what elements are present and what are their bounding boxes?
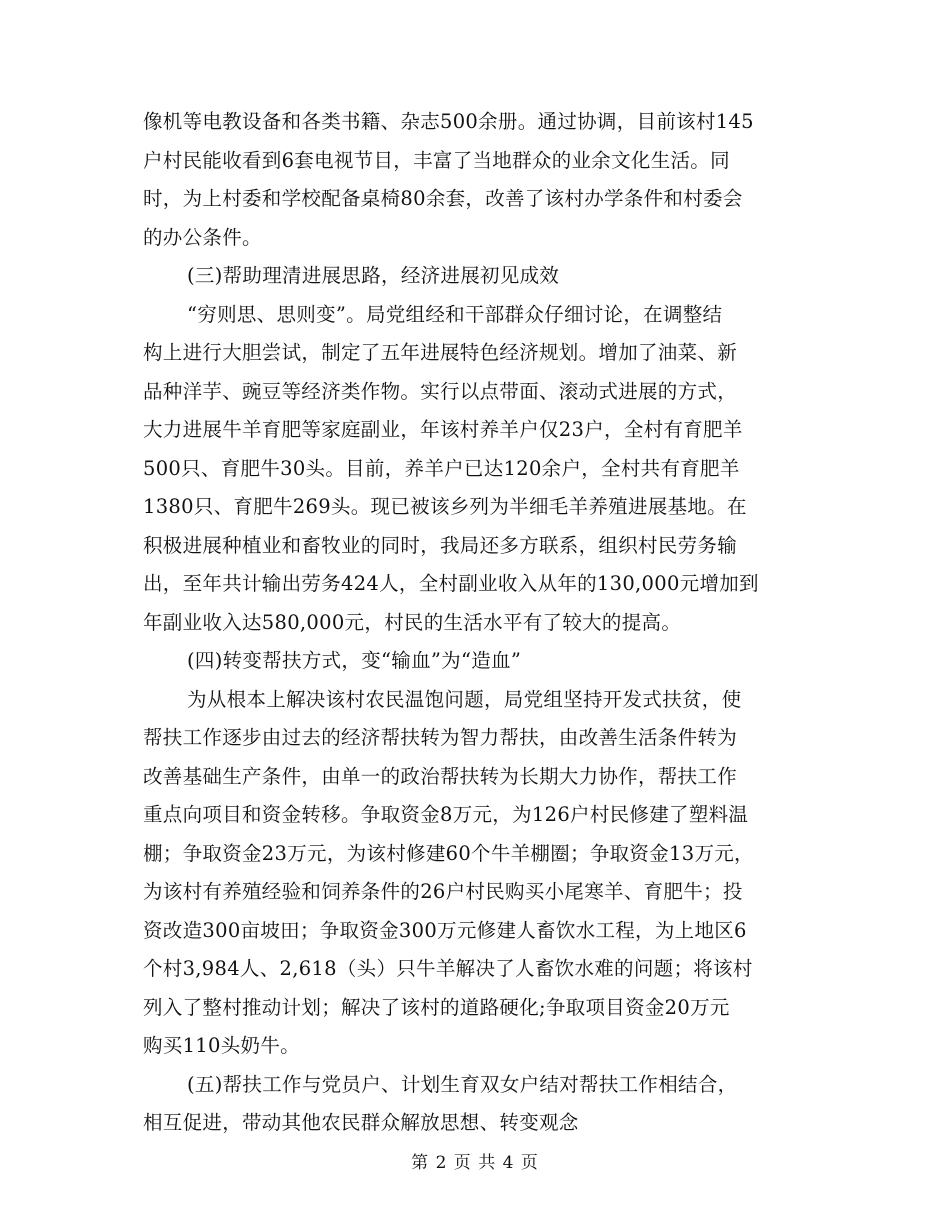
text-line: 大力进展牛羊育肥等家庭副业，年该村养羊户仅23户，全村有育肥羊 (143, 418, 743, 441)
text-line: 为从根本上解决该村农民温饱问题，局党组坚持开发式扶贫，使 (187, 687, 742, 711)
text-line: 重点向项目和资金转移。争取资金8万元，为126户村民修建了塑料温 (143, 803, 749, 826)
document-body (143, 103, 823, 1143)
text-line: 的办公条件。 (143, 225, 262, 249)
page-number-footer: 第 2 页 共 4 页 (411, 1153, 539, 1173)
section-heading-4: (四)转变帮扶方式，变“输血”为“造血” (187, 649, 522, 672)
text-line: 相互促进，带动其他农民群众解放思想、转变观念 (143, 1111, 579, 1134)
text-line: 年副业收入达580,000元，村民的生活水平有了较大的提高。 (143, 610, 682, 634)
text-line: 列入了整村推动计划；解决了该村的道路硬化;争取项目资金20万元 (143, 995, 730, 1019)
text-line: 个村3,984人、2,618（头）只牛羊解决了人畜饮水难的问题；将该村 (143, 957, 753, 980)
section-heading-5: (五)帮扶工作与党员户、计划生育双女户结对帮扶工作相结合， (187, 1072, 738, 1096)
text-line: 品种洋芋、豌豆等经济类作物。实行以点带面、滚动式进展的方式， (143, 379, 738, 403)
text-line: 购买110头奶牛。 (143, 1034, 300, 1057)
section-heading-3: (三)帮助理清进展思路，经济进展初见成效 (187, 264, 560, 287)
text-line: 500只、育肥牛30头。目前，养羊户已达120余户，全村共有育肥羊 (143, 456, 740, 480)
text-line: 为该村有养殖经验和饲养条件的26户村民购买小尾寒羊、育肥牛；投 (143, 880, 743, 903)
text-line: “穷则思、思则变”。局党组经和干部群众仔细讨论，在调整结 (187, 302, 723, 326)
text-line: 改善基础生产条件，由单一的政治帮扶转为长期大力协作，帮扶工作 (143, 764, 738, 788)
text-line: 时，为上村委和学校配备桌椅80余套，改善了该村办学条件和村委会 (143, 187, 743, 210)
text-line: 出，至年共计输出劳务424人，全村副业收入从年的130,000元增加到 (143, 572, 759, 595)
text-line: 1380只、育肥牛269头。现已被该乡列为半细毛羊养殖进展基地。在 (143, 495, 747, 518)
text-line: 户村民能收看到6套电视节目，丰富了当地群众的业余文化生活。同 (143, 148, 730, 172)
text-line: 帮扶工作逐步由过去的经济帮扶转为智力帮扶，由改善生活条件转为 (143, 726, 738, 749)
text-line: 资改造300亩坡田；争取资金300万元修建人畜饮水工程，为上地区6 (143, 918, 747, 942)
text-line: 构上进行大胆尝试，制定了五年进展特色经济规划。增加了油菜、新 (143, 341, 738, 364)
text-line: 棚；争取资金23万元，为该村修建60个牛羊棚圈；争取资金13万元， (143, 841, 754, 865)
text-line: 像机等电教设备和各类书籍、杂志500余册。通过协调，目前该村145 (143, 110, 754, 133)
text-line: 积极进展种植业和畜牧业的同时，我局还多方联系，组织村民劳务输 (143, 533, 738, 557)
